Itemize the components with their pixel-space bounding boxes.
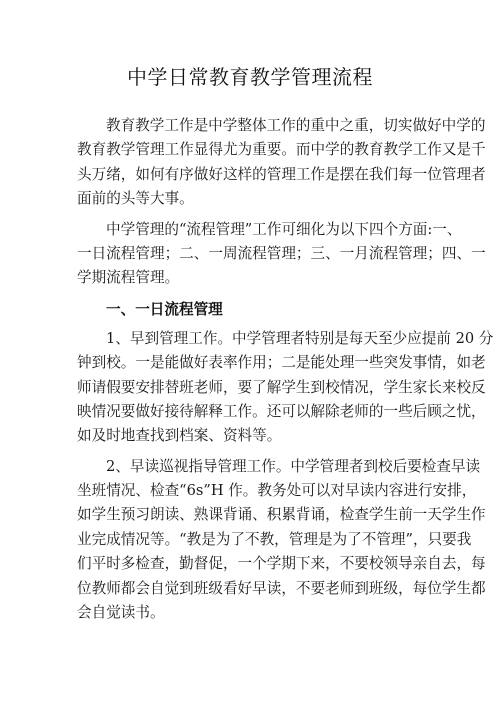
- text-line: 们平时多检查，勤督促，一个学期下来，不要校领导亲自去，每: [77, 555, 486, 573]
- text-line: 钟到校。一是能做好表率作用；二是能处理一些突发事情，如老: [77, 354, 486, 372]
- text-line: 面前的头等大事。: [77, 190, 194, 208]
- section-paragraph-2: [77, 455, 486, 626]
- text-line: 师请假要安排替班老师，要了解学生到校情况，学生家长来校反: [77, 378, 486, 396]
- text-line: 如及时地查找到档案、资料等。: [77, 427, 282, 445]
- text-line: 会自觉读书。: [77, 604, 165, 622]
- text-line: 2、早读巡视指导管理工作。中学管理者到校后要检查早读: [106, 457, 481, 475]
- text-line: 如学生预习朗读、熟课背诵、积累背诵，检查学生前一天学生作: [77, 506, 486, 524]
- text-line: 一日流程管理；二、一周流程管理；三、一月流程管理；四、一: [77, 244, 486, 262]
- text-line: 中学管理的“流程管理”工作可细化为以下四个方面:一、: [106, 220, 462, 238]
- text-line: 业完成情况等。“教是为了不教，管理是为了不管理”，只要我: [77, 530, 472, 548]
- text-line: 学期流程管理。: [77, 269, 180, 287]
- section-paragraph-1: [77, 327, 494, 449]
- text-line: 1、早到管理工作。中学管理者特别是每天至少应提前 20 分: [106, 329, 494, 347]
- text-line: 头万绪，如何有序做好这样的管理工作是摆在我们每一位管理者: [77, 165, 486, 183]
- intro-paragraph-1: [77, 114, 486, 212]
- text-line: 教育教学管理工作显得尤为重要。而中学的教育教学工作又是千: [77, 141, 486, 159]
- text-line: 映情况要做好接待解释工作。还可以解除老师的一些后顾之忧，: [77, 402, 486, 420]
- intro-paragraph-2: [77, 218, 486, 291]
- text-line: 位教师都会自觉到班级看好早读，不要老师到班级，每位学生都: [77, 579, 486, 597]
- text-line: 教育教学工作是中学整体工作的重中之重，切实做好中学的: [106, 117, 486, 134]
- document-title: 中学日常教育教学管理流程: [127, 65, 373, 89]
- section-heading: 一、一日流程管理: [106, 300, 223, 318]
- text-line: 坐班情况、检查“6s”H 作。教务处可以对早读内容进行安排，: [77, 482, 477, 500]
- document-body: [77, 114, 494, 631]
